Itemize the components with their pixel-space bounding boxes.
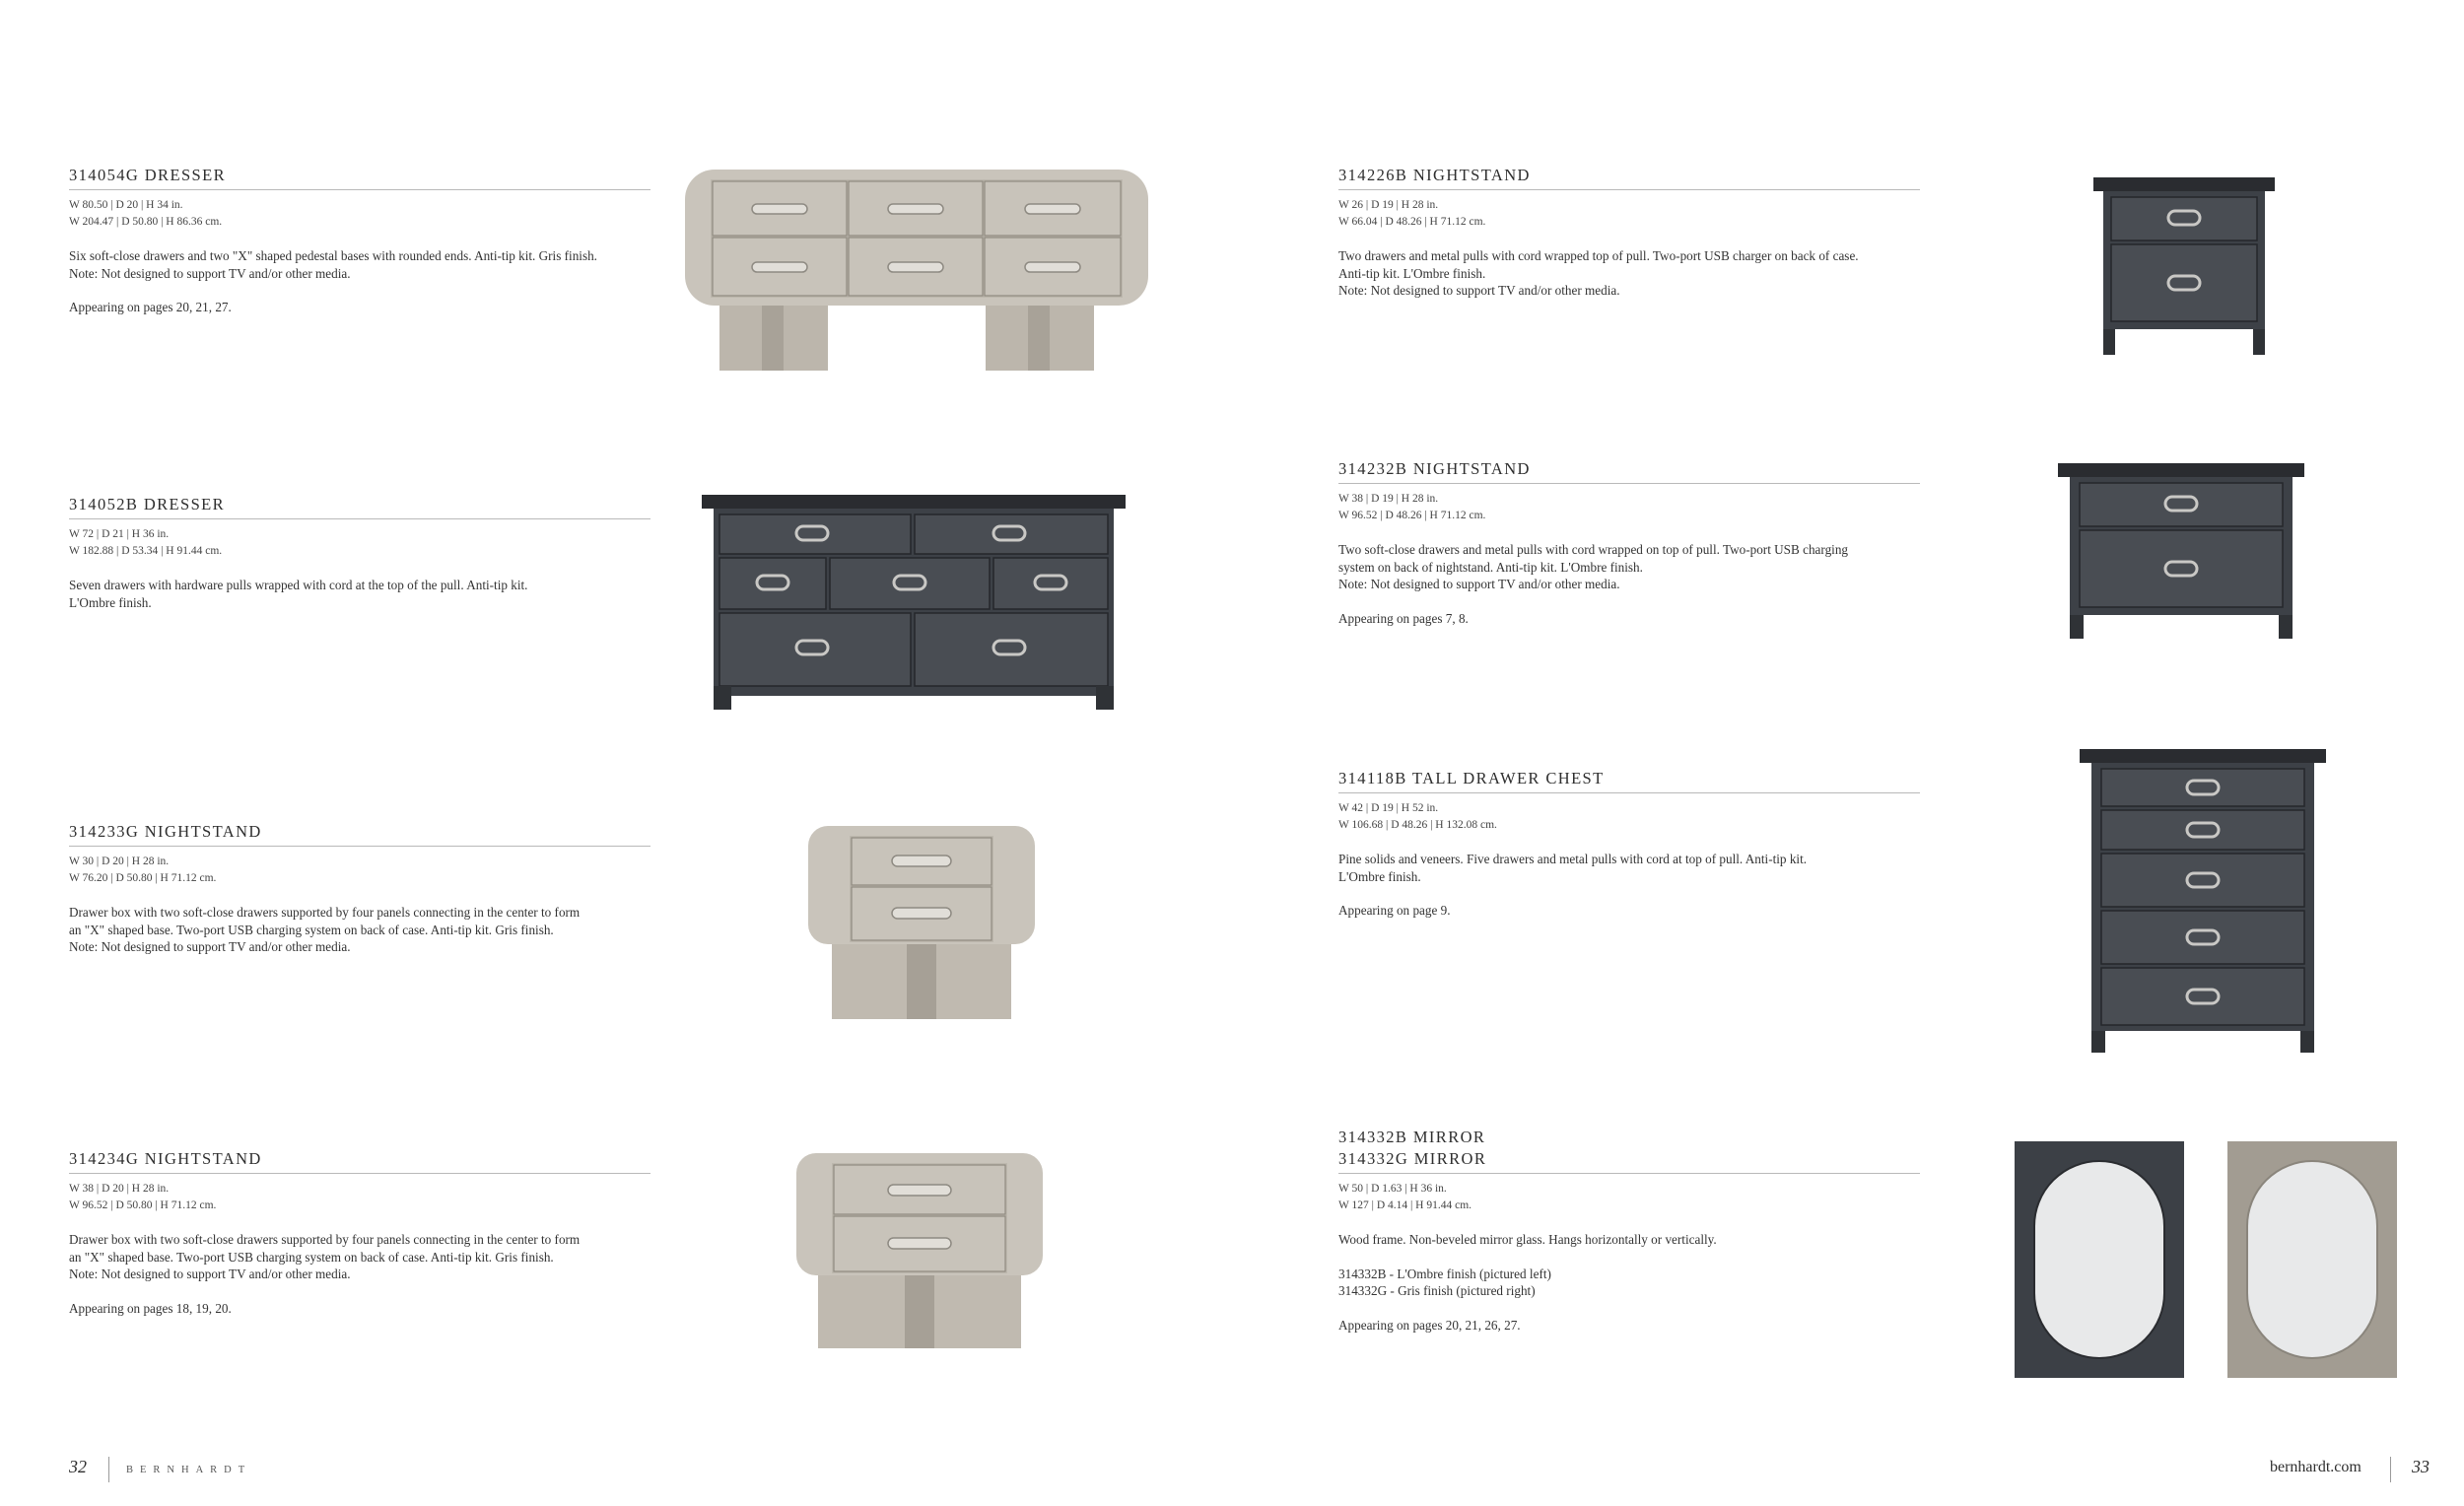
dresser-gris-image (685, 168, 1148, 375)
footer-divider-right (2390, 1457, 2391, 1482)
footer-divider-left (108, 1457, 109, 1482)
product-title: 314226B NIGHTSTAND (1338, 166, 1920, 190)
page-number-left: 32 (69, 1457, 87, 1476)
website-link[interactable]: bernhardt.com (2270, 1459, 2361, 1475)
product-title: 314234G NIGHTSTAND (69, 1149, 650, 1174)
product-314232b (1338, 459, 1920, 627)
nightstand-gris-small-image (808, 826, 1035, 1021)
product-314332-mirror (1338, 1128, 1920, 1334)
product-dimensions: W 80.50 | D 20 | H 34 in. W 204.47 | D 50.80 | H 86.36 cm. (69, 199, 223, 228)
product-description: Two soft-close drawers and metal pulls with cord wrapped on top of pull. Two-port USB charging system on back of nightstand. Anti-tip kit. L'Ombre finish. Note: Not designed to support TV and/or other media. (1338, 542, 1849, 591)
appearing-pages: Appearing on pages 20, 21, 27. (69, 300, 232, 314)
product-title: 314052B DRESSER (69, 495, 650, 519)
tall-drawer-chest-image (2080, 749, 2326, 1055)
product-description: Two drawers and metal pulls with cord wrapped top of pull. Two-port USB charger on back of case. Anti-tip kit. L'Ombre finish. Note: Not designed to support TV and/or other media. (1338, 248, 1859, 298)
nightstand-gris-large-image (796, 1153, 1043, 1350)
product-dimensions: W 26 | D 19 | H 28 in. W 66.04 | D 48.26 | H 71.12 cm. (1338, 199, 1486, 228)
product-description: Drawer box with two soft-close drawers supported by four panels connecting in the center to form an "X" shaped base. Two-port USB charging system on back of case. Anti-tip kit. Gris finish. Note: Not designed to support TV and/or other media. (69, 905, 581, 954)
product-314118b (1338, 769, 1920, 920)
product-dimensions: W 38 | D 20 | H 28 in. W 96.52 | D 50.80 | H 71.12 cm. (69, 1183, 217, 1211)
appearing-pages: Appearing on pages 7, 8. (1338, 610, 1469, 626)
product-314234g (69, 1149, 650, 1317)
product-description: Pine solids and veneers. Five drawers and metal pulls with cord at top of pull. Anti-tip kit. L'Ombre finish. (1338, 852, 1808, 884)
page-number-right: 33 (2412, 1457, 2430, 1476)
dresser-ombre-image (702, 495, 1126, 712)
product-314054g (69, 166, 650, 316)
product-title: 314118B TALL DRAWER CHEST (1338, 769, 1920, 793)
product-description: Drawer box with two soft-close drawers supported by four panels connecting in the center to form an "X" shaped base. Two-port USB charging system on back of case. Anti-tip kit. Gris finish. Note: Not designed to support TV and/or other media. (69, 1232, 581, 1281)
product-description: Wood frame. Non-beveled mirror glass. Hangs horizontally or vertically. (1338, 1232, 1717, 1247)
product-dimensions: W 38 | D 19 | H 28 in. W 96.52 | D 48.26 | H 71.12 cm. (1338, 493, 1486, 521)
appearing-pages: Appearing on page 9. (1338, 903, 1451, 918)
finish-list: 314332B - L'Ombre finish (pictured left) 314332G - Gris finish (pictured right) (1338, 1266, 1551, 1298)
product-title: 314232B NIGHTSTAND (1338, 459, 1920, 484)
product-title: 314332B MIRROR (1338, 1128, 1486, 1146)
product-314233g (69, 822, 650, 956)
product-title: 314233G NIGHTSTAND (69, 822, 650, 847)
product-title: 314332G MIRROR (1338, 1149, 1920, 1174)
product-dimensions: W 30 | D 20 | H 28 in. W 76.20 | D 50.80 | H 71.12 cm. (69, 856, 217, 884)
product-314052b (69, 495, 650, 611)
product-dimensions: W 50 | D 1.63 | H 36 in. W 127 | D 4.14 | H 91.44 cm. (1338, 1183, 1472, 1211)
appearing-pages: Appearing on pages 18, 19, 20. (69, 1300, 232, 1316)
appearing-pages: Appearing on pages 20, 21, 26, 27. (1338, 1317, 1521, 1333)
product-description: Seven drawers with hardware pulls wrapped with cord at the top of the pull. Anti-tip kit. L'Ombre finish. (69, 578, 528, 610)
product-description: Six soft-close drawers and two "X" shaped pedestal bases with rounded ends. Anti-tip kit. Gris finish. Note: Not designed to support TV and/or other media. (69, 248, 597, 281)
product-dimensions: W 72 | D 21 | H 36 in. W 182.88 | D 53.34 | H 91.44 cm. (69, 528, 223, 557)
mirror-pair-image (2015, 1141, 2399, 1380)
product-title: 314054G DRESSER (69, 166, 650, 190)
nightstand-ombre-large-image (2058, 463, 2304, 641)
product-314226b (1338, 166, 1920, 300)
brand-wordmark: BERNHARDT (126, 1465, 252, 1475)
nightstand-ombre-small-image (2093, 177, 2275, 357)
product-dimensions: W 42 | D 19 | H 52 in. W 106.68 | D 48.26 | H 132.08 cm. (1338, 802, 1497, 831)
